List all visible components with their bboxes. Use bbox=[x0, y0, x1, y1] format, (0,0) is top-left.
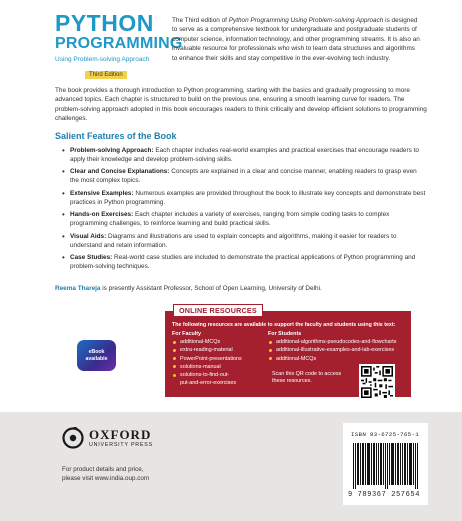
feature-text: Each chapter includes a variety of exercises, ranging from simple coding tasks to complex programming challenges, to reinforce learning and build practical skills. bbox=[70, 211, 390, 228]
feature-item bbox=[62, 233, 427, 250]
faculty-resource-item: solutions-manual bbox=[172, 363, 242, 371]
author-name: Reema Thareja bbox=[55, 285, 101, 292]
ebook-line2: available bbox=[85, 355, 108, 362]
intro-book-title: Python Programming Using Problem-solving Approach bbox=[228, 17, 384, 24]
details-line1: For product details and price, bbox=[62, 466, 144, 473]
author-bio: is presently Assistant Professor, School of Open Learning, University of Delhi. bbox=[100, 285, 322, 292]
isbn-barcode-box bbox=[343, 423, 428, 505]
online-resources-tab: ONLINE RESOURCES bbox=[173, 304, 263, 317]
feature-text: Real-world case studies are included to demonstrate the practical applications of Python programming and problem-solving techniques. bbox=[70, 254, 416, 271]
feature-text: Concepts are explained in a clear and concise manner, enabling readers to grasp even the most complex topics. bbox=[70, 168, 417, 185]
feature-item bbox=[62, 254, 427, 271]
feature-label: Visual Aids: bbox=[70, 232, 107, 240]
feature-text: Diagrams and illustrations are used to explain concepts and algorithms, making it easier for readers to understand and retain information. bbox=[70, 232, 397, 249]
faculty-resource-item: additional-MCQs bbox=[172, 338, 242, 346]
intro-suffix: is designed to serve as a comprehensive textbook for undergraduate and postgraduate students of computer science, information technology, and other programming streams. It is also an invaluable resource for professionals who wish to learn data structures and algorithms to enhance their skills and stay competitive in the ever-evolving tech industry. bbox=[172, 17, 420, 62]
feature-label: Problem-solving Approach: bbox=[70, 147, 154, 154]
feature-label: Case Studies: bbox=[70, 254, 113, 262]
logo-title-python: PYTHON bbox=[55, 10, 154, 36]
logo-subtitle: Using Problem-solving Approach bbox=[55, 56, 150, 63]
feature-item bbox=[62, 190, 427, 207]
faculty-resources bbox=[172, 330, 242, 387]
details-line2: please visit www.india.oup.com bbox=[62, 474, 150, 482]
qr-code-icon bbox=[361, 366, 393, 398]
features-list bbox=[62, 147, 427, 276]
oxford-crest-icon bbox=[62, 427, 84, 449]
student-resources bbox=[268, 330, 396, 363]
product-details bbox=[62, 466, 149, 483]
intro-prefix: The Third edition of bbox=[172, 17, 229, 24]
faculty-resource-item: PowerPoint-presentations bbox=[172, 355, 242, 363]
feature-text: Each chapter includes real-world examples and practical exercises that encourage readers to apply their knowledge and develop problem-solving skills. bbox=[70, 147, 419, 163]
publisher-press: UNIVERSITY PRESS bbox=[89, 442, 153, 448]
description-paragraph: The book provides a thorough introduction to Python programming, starting with the basics and gradually progressing to more advanced topics. Each chapter is structured to build on the previous one, ensuring a smooth learning curve for readers. The problem-solving approach adopted in this book encourages readers to think critically and develop efficient solutions to programming challenges. bbox=[55, 87, 427, 122]
qr-scan-instruction: Scan this QR code to access these resources. bbox=[272, 371, 342, 384]
ebook-line1: eBook bbox=[88, 349, 105, 356]
faculty-header: For Faculty bbox=[172, 331, 202, 337]
qr-code[interactable] bbox=[359, 364, 395, 400]
edition-badge: Third Edition bbox=[85, 71, 127, 79]
students-header: For Students bbox=[268, 331, 302, 337]
logo-title-programming: PROGRAMMING bbox=[55, 35, 183, 52]
feature-item bbox=[62, 168, 427, 185]
feature-item bbox=[62, 147, 427, 164]
student-resource-item: additional-illustrative-examples-and-lab-exercises bbox=[268, 346, 396, 354]
ebook-available-badge bbox=[77, 340, 116, 371]
isbn-label: ISBN 93-6725-765-1 bbox=[351, 431, 420, 438]
student-resource-item: additional-algorithms-pseudocodes-and-flowcharts bbox=[268, 338, 396, 346]
feature-label: Hands-on Exercises: bbox=[70, 211, 134, 219]
student-resource-item: additional-MCQs bbox=[268, 355, 396, 363]
intro-paragraph bbox=[172, 16, 422, 63]
isbn-number: 9 789367 257654 bbox=[348, 491, 421, 499]
book-logo bbox=[55, 10, 183, 81]
feature-label: Extensive Examples: bbox=[70, 189, 134, 197]
resources-lead: The following resources are available to support the faculty and students using this text: bbox=[172, 322, 396, 328]
barcode-icon bbox=[353, 443, 419, 489]
oxford-logo bbox=[62, 427, 153, 449]
faculty-resource-continuation: put-and-error-exercises bbox=[180, 380, 237, 387]
publisher-name: OXFORD bbox=[89, 427, 152, 442]
faculty-resource-item: extra-reading-material bbox=[172, 346, 242, 354]
feature-text: Numerous examples are provided throughout the book to illustrate key concepts and demonstrate best practices in Python programming. bbox=[70, 189, 426, 206]
features-heading: Salient Features of the Book bbox=[55, 131, 177, 141]
author-note bbox=[55, 285, 322, 292]
faculty-resource-item: solutions-to-find-out- bbox=[172, 371, 242, 379]
feature-label: Clear and Concise Explanations: bbox=[70, 168, 170, 176]
feature-item bbox=[62, 211, 427, 228]
